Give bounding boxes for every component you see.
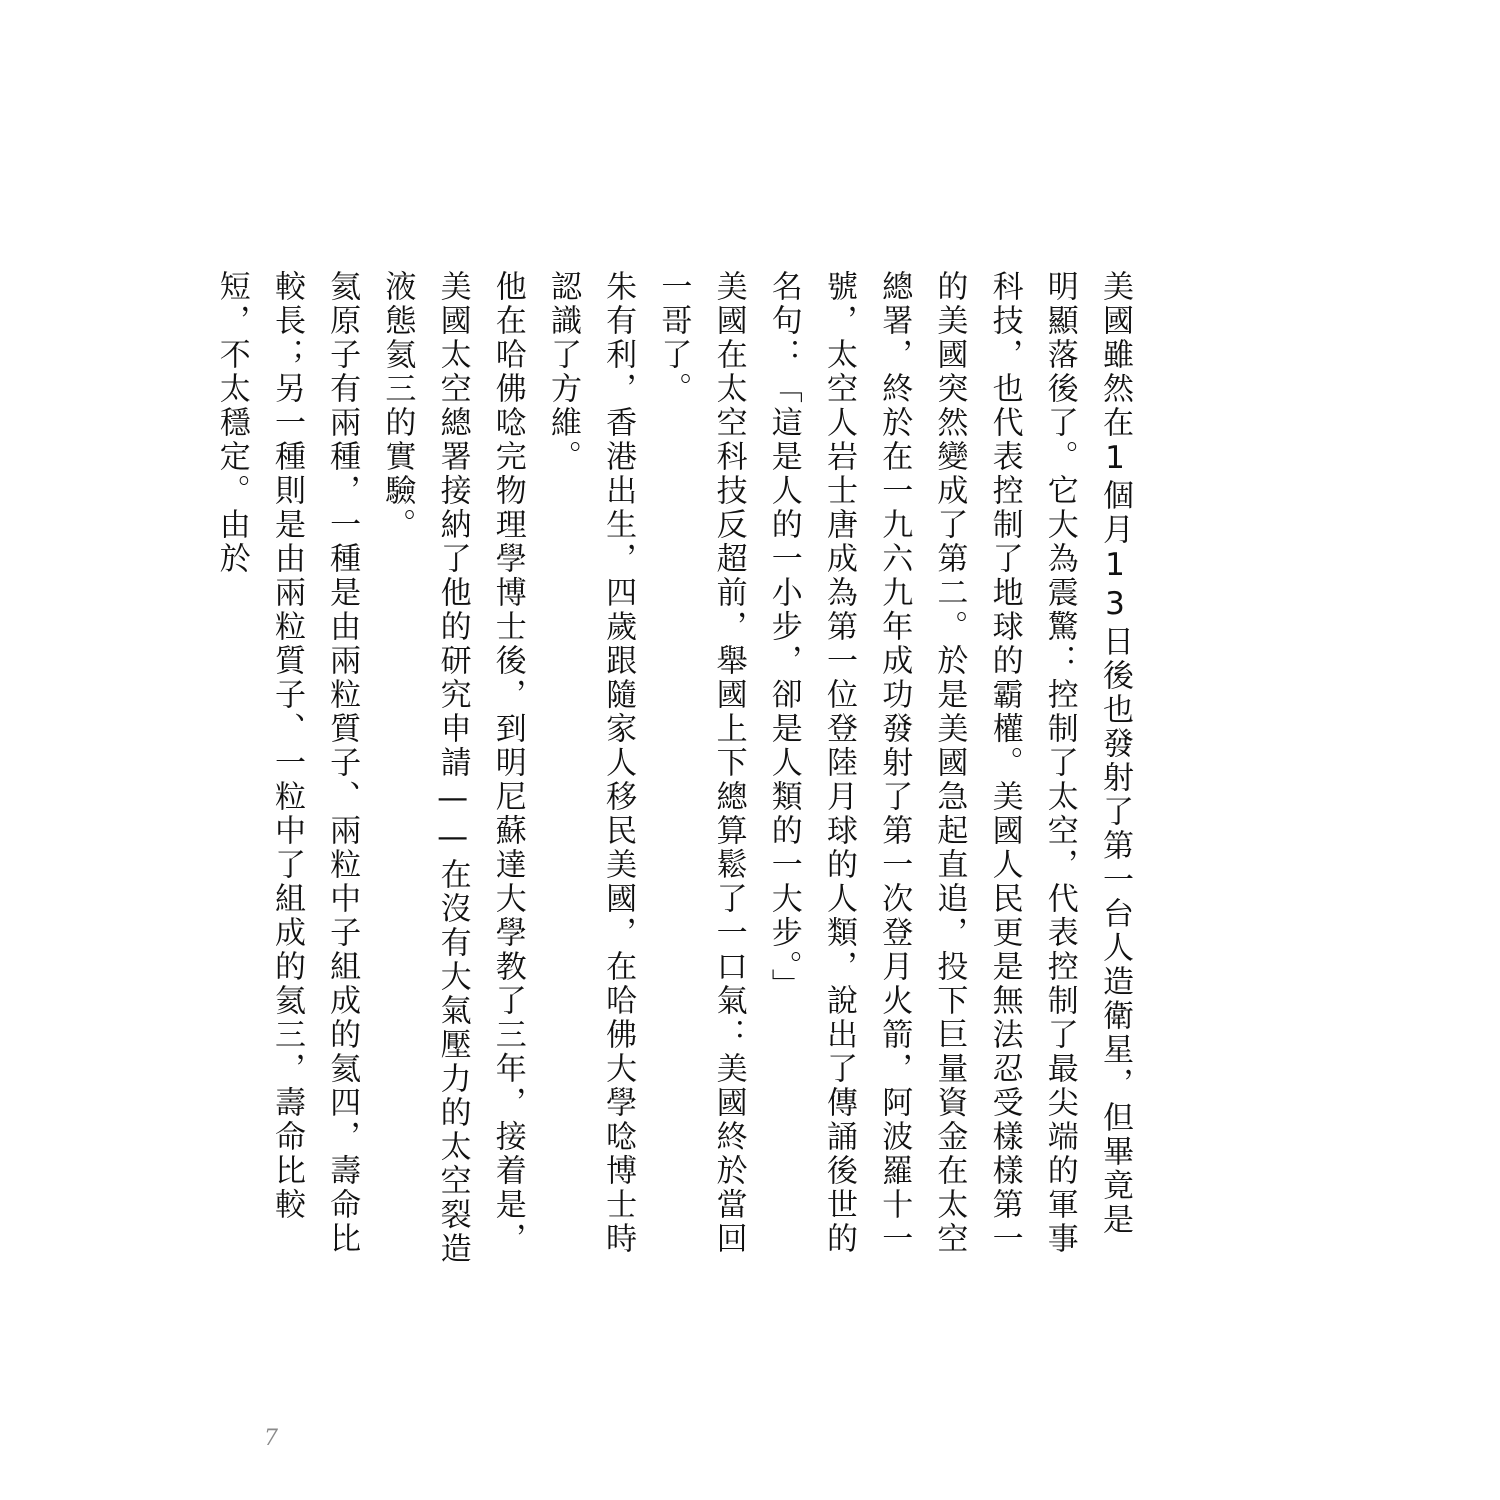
- paragraph-5: 氦原子有兩種，一種是由兩粒質子、兩粒中子組成的氦四，壽命比較長；另一種則是由兩粒質子、一粒中了組成的氦三，壽命比較短，不太穩定。由於: [213, 270, 361, 1256]
- vertical-body-text: [204, 208, 1142, 1268]
- paragraph-1: 美國雖然在1個月13日後也發射了第一台人造衛星，但畢竟是明顯落後了。它大為震驚：控制了太空，代表控制了最尖端的軍事科技，也代表控制了地球的霸權。美國人民更是無法忍受樣樣第一的美國突然變成了第二。於是美國急起直追，投下巨量資金在太空總署，終於在一九六九年成功發射了第一次登月火箭，阿波羅十一號，太空人岩士唐成為第一位登陸月球的人類，說出了傳誦後世的名句：「這是人的一小步，卻是人類的一大步。」: [765, 270, 1133, 1256]
- paragraph-2: 美國在太空科技反超前，舉國上下總算鬆了一口氣：美國終於當回一哥了。: [655, 270, 747, 1256]
- paragraph-3: 朱有利，香港出生，四歲跟隨家人移民美國，在哈佛大學唸博士時認識了方維。: [544, 270, 637, 1256]
- page-number: 7: [264, 1426, 278, 1451]
- paragraph-4: 他在哈佛唸完物理學博士後，到明尼蘇達大學教了三年，接着是，美國太空總署接納了他的研究申請——在沒有大氣壓力的太空裂造液態氦三的實驗。: [379, 270, 526, 1266]
